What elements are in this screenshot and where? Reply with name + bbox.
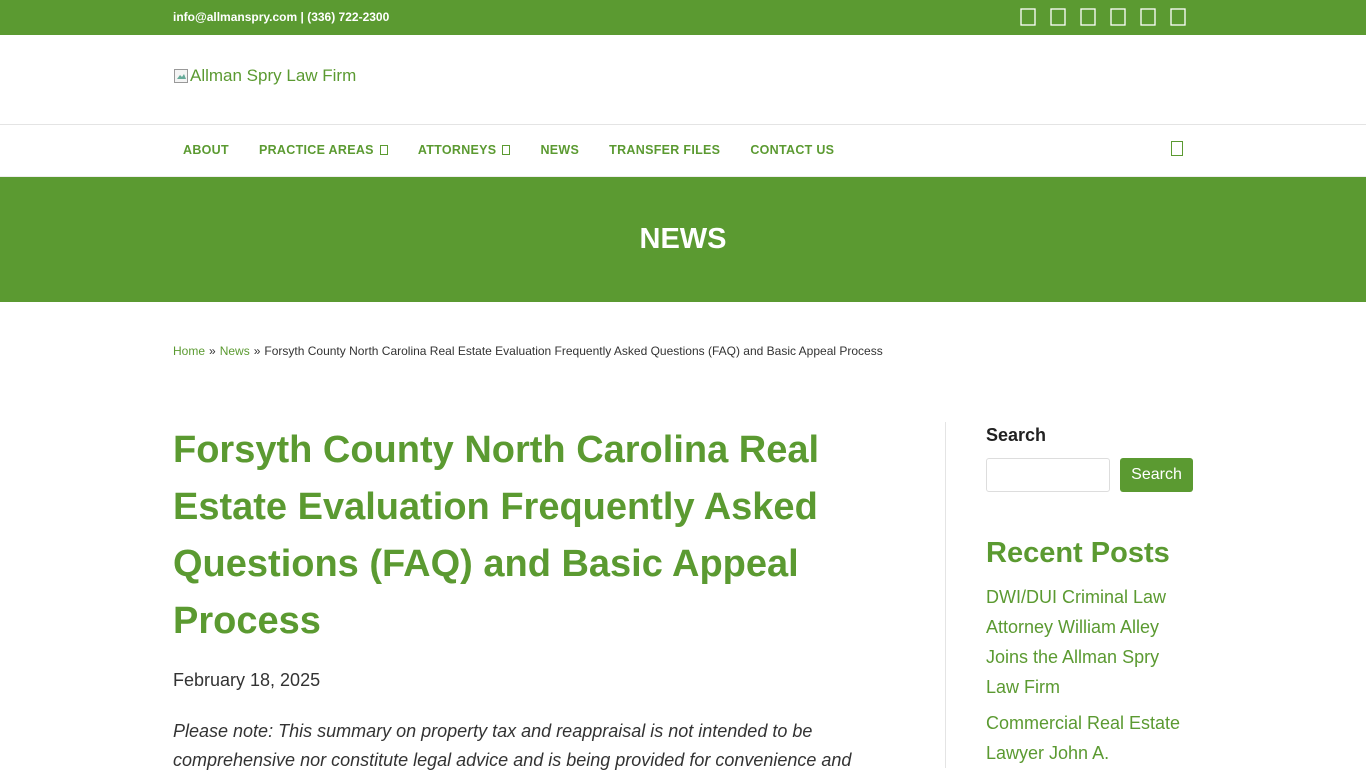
post-title: Forsyth County North Carolina Real Estate Evaluation Frequently Asked Questions (FAQ) and Basic Appeal Process: [173, 429, 820, 642]
nav-item-practice-areas[interactable]: [249, 143, 398, 157]
main-nav: [0, 125, 1366, 177]
top-bar: [0, 0, 1366, 35]
nav-label: PRACTICE AREAS: [258, 143, 374, 157]
nav-label: ABOUT: [183, 143, 229, 157]
site-header: [0, 35, 1366, 125]
sidebar-divider: [945, 422, 946, 768]
nav-label: TRANSFER FILES: [609, 143, 721, 157]
chevron-down-icon: [380, 145, 388, 155]
search-button[interactable]: Search: [1120, 458, 1193, 492]
page-hero: [0, 177, 1366, 302]
contact-info[interactable]: info@allmanspry.com | (336) 722-2300: [173, 10, 390, 24]
post-date: February 18, 2025: [173, 670, 321, 690]
recent-post-link[interactable]: DWI/DUI Criminal Law Attorney William Alley Joins the Allman Spry Law Firm: [986, 587, 1167, 697]
social-links: [1020, 8, 1186, 26]
search-label: Search: [986, 425, 1047, 445]
nav-label: CONTACT US: [750, 143, 835, 157]
nav-label: ATTORNEYS: [417, 143, 497, 157]
sidebar: [986, 425, 1196, 774]
nav-item-attorneys[interactable]: [408, 143, 521, 157]
search-icon[interactable]: [1171, 141, 1183, 156]
breadcrumb-current: Forsyth County North Carolina Real Estate Evaluation Frequently Asked Questions (FAQ) and Basic Appeal Process: [264, 344, 883, 358]
linkedin-icon[interactable]: [1080, 8, 1096, 26]
search-input[interactable]: [986, 458, 1110, 492]
youtube-icon[interactable]: [1110, 8, 1126, 26]
search-form: [986, 458, 1196, 492]
logo-alt-text: Allman Spry Law Firm: [190, 66, 357, 85]
nav-item-news[interactable]: [530, 143, 589, 157]
nav-item-about[interactable]: [173, 143, 239, 157]
breadcrumb-news[interactable]: News: [219, 344, 250, 358]
post-content: [173, 422, 873, 775]
facebook-icon[interactable]: [1020, 8, 1036, 26]
broken-image-icon: [173, 68, 189, 84]
recent-posts-title: Recent Posts: [986, 537, 1170, 569]
breadcrumb-separator: »: [253, 344, 261, 358]
chevron-down-icon: [502, 145, 510, 155]
rss-icon[interactable]: [1170, 8, 1186, 26]
breadcrumb-separator: »: [209, 344, 216, 358]
page-title: NEWS: [639, 223, 727, 255]
breadcrumb-home[interactable]: Home: [173, 344, 206, 358]
recent-post-link[interactable]: Commercial Real Estate Lawyer John A.: [986, 713, 1181, 763]
recent-posts-list: [986, 582, 1196, 768]
post-note: Please note: This summary on property tax and reappraisal is not intended to be comprehensive nor constitute legal advice and is being provided for convenience and: [173, 721, 852, 770]
nav-label: NEWS: [540, 143, 580, 157]
nav-item-contact-us[interactable]: [740, 143, 844, 157]
nav-item-transfer-files[interactable]: [599, 143, 730, 157]
instagram-icon[interactable]: [1140, 8, 1156, 26]
site-logo[interactable]: [173, 66, 356, 86]
breadcrumb: [173, 344, 883, 358]
twitter-icon[interactable]: [1050, 8, 1066, 26]
